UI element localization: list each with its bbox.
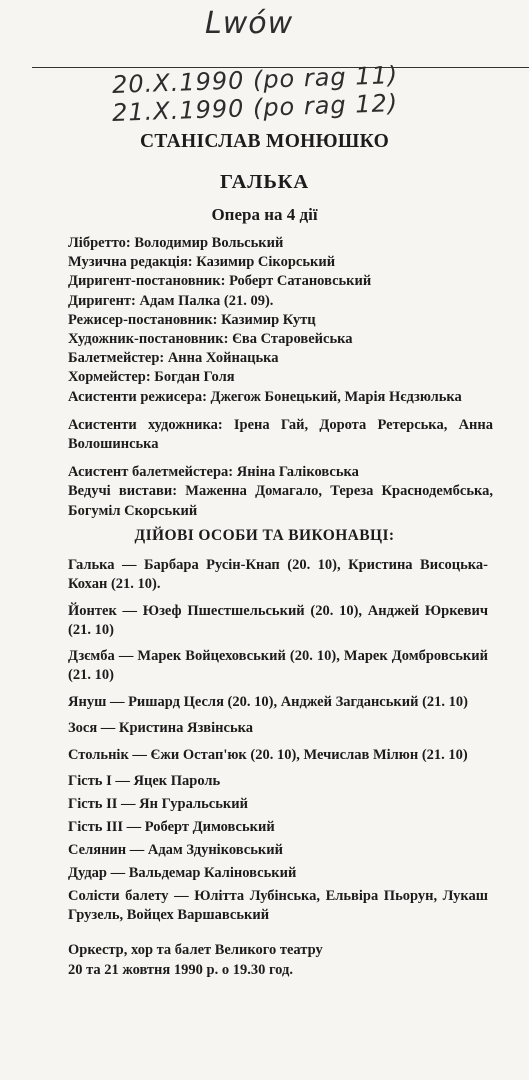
cast-entry-halka: Галька — Барбара Русін-Кнап (20. 10), Кристина Висоцька-Кохан (21. 10). — [68, 557, 488, 592]
credit-music-director: Диригент-постановник: Роберт Сатановський — [68, 273, 372, 290]
performance-info — [68, 940, 488, 980]
cast-entry-guest-3: Гість ІІІ — Роберт Димовський — [68, 819, 275, 835]
handwritten-city-note: Lwów — [205, 6, 294, 41]
credit-assistant-directors: Асистенти режисера: Джегож Бонецький, Марія Нєдзюлька — [68, 388, 462, 405]
cast-entry-guest-1: Гість І — Яцек Пароль — [68, 773, 221, 789]
opera-title: ГАЛЬКА — [220, 171, 309, 193]
cast-entry-dziemba: Дзємба — Марек Войцеховський (20. 10), Марек Домбровський (21. 10) — [68, 648, 488, 683]
cast-entry-ballet-soloists: Солісти балету — Юлітта Лубінська, Ельвіра Пьорун, Лукаш Грузель, Войцех Варшавський — [68, 888, 488, 923]
cast-entry-piper: Дудар — Вальдемар Каліновський — [68, 865, 297, 881]
credit-stage-director: Режисер-постановник: Казимир Кутц — [68, 311, 316, 328]
credits-list — [68, 234, 493, 521]
opera-subtitle: Опера на 4 дії — [211, 205, 318, 224]
handwritten-date-1: 20.X.1990 (po rag 11) — [111, 61, 399, 99]
handwritten-date-2: 21.X.1990 (po rag 12) — [111, 89, 399, 127]
cast-entry-stolnik: Стольнік — Єжи Остап'юк (20. 10), Мечислав Мілюн (21. 10) — [68, 746, 468, 763]
cast-heading: ДІЙОВІ ОСОБИ ТА ВИКОНАВЦІ: — [134, 527, 395, 544]
credit-conductor: Диригент: Адам Палка (21. 09). — [68, 292, 274, 309]
cast-entry-janusz: Януш — Ришард Цесля (20. 10), Анджей Загданський (21. 10) — [68, 693, 468, 710]
cast-entry-jontek: Йонтек — Юзеф Пшестшельський (20. 10), Анджей Юркевич (21. 10) — [68, 602, 488, 638]
performance-dates: 20 та 21 жовтня 1990 р. о 19.30 год. — [68, 962, 293, 978]
credit-designer: Художник-постановник: Єва Старовейська — [68, 331, 353, 348]
cast-entry-guest-2: Гість ІІ — Ян Гуральський — [68, 796, 248, 812]
performers-line: Оркестр, хор та балет Великого театру — [68, 942, 323, 958]
cast-entry-peasant: Селянин — Адам Здуніковський — [68, 842, 283, 858]
credit-libretto: Лібретто: Володимир Вольський — [68, 235, 284, 251]
composer-name: СТАНІСЛАВ МОНЮШКО — [139, 131, 390, 152]
credit-assistant-choreographer: Асистент балетмейстера: Яніна Галіковська — [68, 464, 359, 481]
cast-list — [68, 556, 488, 929]
credit-choreographer: Балетмейстер: Анна Хойнацька — [68, 350, 279, 367]
credit-assistant-designers: Асистенти художника: Ірена Гай, Дорота Ретерська, Анна Волошинська — [68, 416, 493, 453]
credit-chorus-master: Хормейстер: Богдан Голя — [68, 369, 235, 386]
credit-musical-editing: Музична редакція: Казимир Сікорський — [68, 254, 336, 271]
cast-entry-zosia: Зося — Кристина Язвінська — [68, 720, 254, 736]
credit-stage-managers: Ведучі вистави: Маженна Домагало, Тереза Краснодембська, Богуміл Скорський — [68, 483, 493, 519]
